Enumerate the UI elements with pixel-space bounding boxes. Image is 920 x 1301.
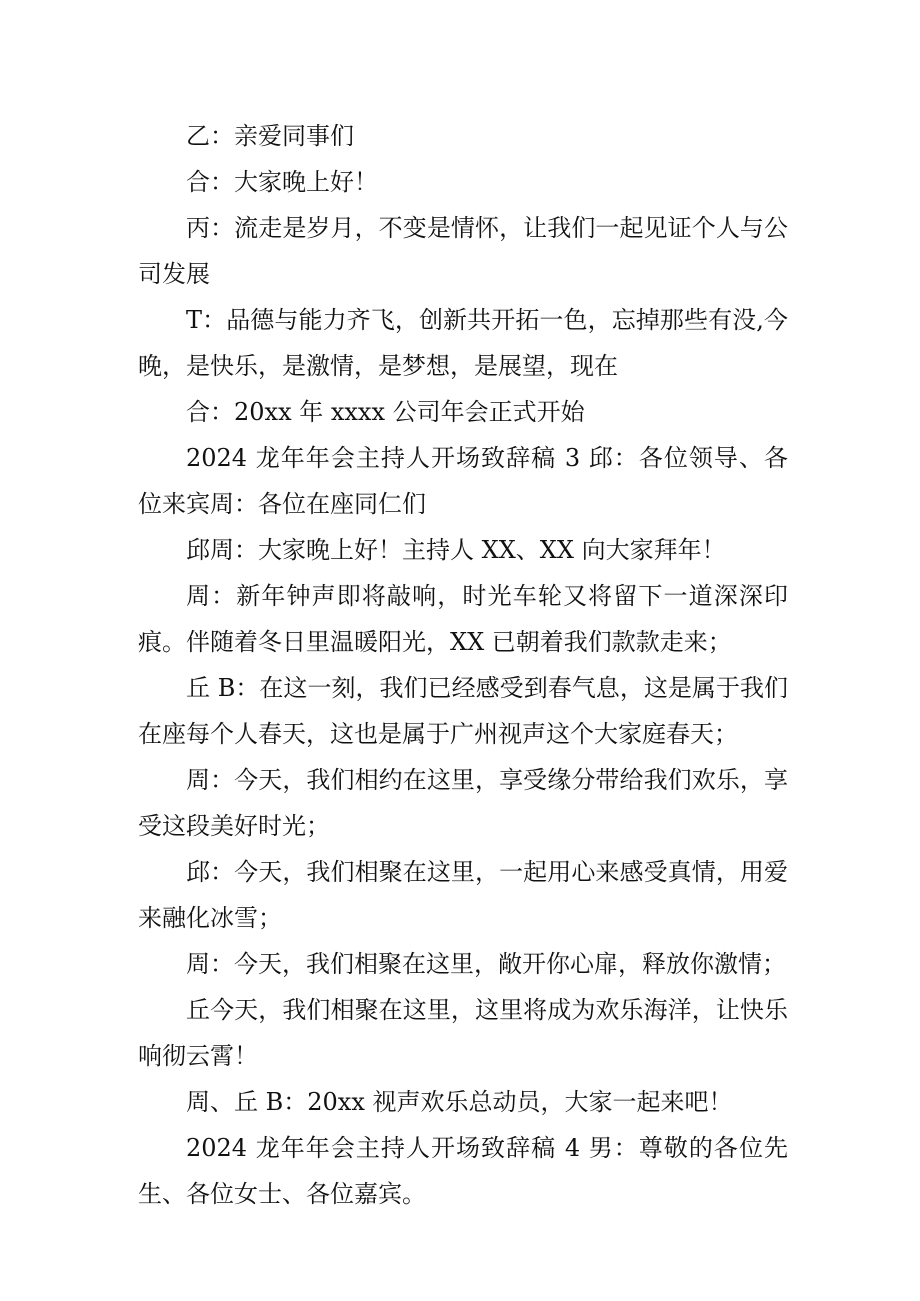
paragraph-6: 2024 龙年年会主持人开场致辞稿 3 邱：各位领导、各位来宾周：各位在座同仁们	[138, 444, 788, 518]
paragraph-3: 丙：流走是岁月，不变是情怀，让我们一起见证个人与公司发展	[138, 214, 788, 288]
paragraph-10: 周：今天，我们相约在这里，享受缘分带给我们欢乐，享受这段美好时光；	[138, 766, 788, 840]
document-body	[138, 113, 788, 1217]
paragraph-14: 周、丘 B：20xx 视声欢乐总动员，大家一起来吧！	[186, 1088, 733, 1116]
paragraph-1: 乙：亲爱同事们	[186, 122, 354, 150]
paragraph-9: 丘 B：在这一刻，我们已经感受到春气息，这是属于我们在座每个人春天，这也是属于广州视声这个大家庭春天；	[138, 674, 788, 748]
paragraph-5: 合：20xx 年 xxxx 公司年会正式开始	[186, 398, 585, 426]
paragraph-2: 合：大家晚上好！	[186, 168, 378, 196]
paragraph-11: 邱：今天，我们相聚在这里，一起用心来感受真情，用爱来融化冰雪；	[138, 858, 788, 932]
paragraph-13: 丘今天，我们相聚在这里，这里将成为欢乐海洋，让快乐响彻云霄！	[138, 996, 788, 1070]
paragraph-4: T：品德与能力齐飞，创新共开拓一色，忘掉那些有没,今晚，是快乐，是激情，是梦想，是展望，现在	[138, 306, 788, 380]
paragraph-7: 邱周：大家晚上好！主持人 XX、XX 向大家拜年！	[186, 536, 726, 564]
paragraph-15: 2024 龙年年会主持人开场致辞稿 4 男：尊敬的各位先生、各位女士、各位嘉宾。	[138, 1134, 788, 1208]
paragraph-12: 周：今天，我们相聚在这里，敞开你心扉，释放你激情；	[186, 950, 786, 978]
paragraph-8: 周：新年钟声即将敲响，时光车轮又将留下一道深深印痕。伴随着冬日里温暖阳光，XX 已朝着我们款款走来；	[138, 582, 788, 656]
